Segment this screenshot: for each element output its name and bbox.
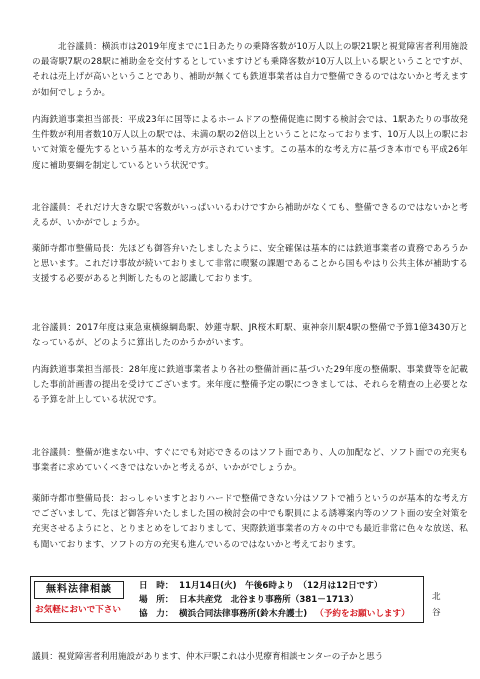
paragraph-3: 北谷議員：それだけ大きな駅で客数がいっぱいいるわけですから補助がなくても、整備できるのではないかと考えるが、いかがでしょうか。: [32, 203, 468, 229]
paragraph-8: 薬師寺都市整備局長：おっしゃいますとおりハードで整備できない分はソフトで補うというのが基本的な考え方でございまして、先ほど御答弁いたしました国の検討会の中でも駅員による誘導案内等のソフト面の安全対策を充実させるようにと、とりまとめをしておりまして、実際鉄道事業者の方々の中でも最近非常に色々な放送、私も聞いております、ソフトの方の充実も進んでいるのではないかと考えております。: [32, 494, 468, 550]
side-char-2: 谷: [432, 608, 441, 618]
paragraph-2: 内海鉄道事業担当部長：平成23年に国等によるホームドアの整備促進に関する検討会では、1駅あたりの事故発生件数が利用者数10万人以上の駅では、未満の駅の2倍以上ということになっております、10万人以上の駅において対策を優先するという基本的な考え方が示されています。この基本的な考え方に基づき本市でも平成26年度に補助要綱を制定しているという状況です。: [32, 115, 468, 171]
notice-coop-row: [139, 607, 410, 621]
paragraph-1: 北谷議員：横浜市は2019年度までに1日あたりの乗降客数が10万人以上の駅21駅と視覚障害者利用施設の最寄駅7駅の28駅に補助金を交付するとしていますけども乗降客数が10万人以上いる駅ということですが、それは売上げが高いということであり、補助が無くても鉄道事業者は自力で整備できるのではないかと考えますが如何でしょうか。: [32, 42, 468, 98]
paragraph-4: 薬師寺都市整備局長：先ほども御答弁いたしましたように、安全確保は基本的には鉄道事業者の責務であろうかと思います。これだけ事故が続いておりまして非常に喫緊の課題であることから国もやはり公共主体が補助する支援する必要があると判断したものと認識しております。: [32, 244, 468, 285]
place-value: 日本共産党 北谷まり事務所（381－1713）: [179, 595, 359, 605]
notice-date-row: [139, 579, 382, 593]
date-label: 日 時：: [139, 581, 174, 591]
place-label: 場 所：: [139, 595, 174, 605]
coop-note: （予約をお願いします）: [315, 609, 410, 619]
legal-consultation-notice: [30, 576, 424, 623]
consultation-badge: 無料法律相談: [34, 581, 124, 599]
coop-label: 協 力：: [139, 609, 174, 619]
continued-paragraph: 議員：視覚障害者利用施設があります、仲木戸駅これは小児療育相談センターの子かと思う: [32, 652, 384, 662]
coop-value: 横浜合同法律事務所(鈴木弁護士): [179, 609, 308, 619]
paragraph-7: 北谷議員：整備が進まない中、すぐにでも対応できるのはソフト面であり、人の加配など、ソフト面での充実も事業者に求めていくべきではないかと考えるが、いかがでしょうか。: [32, 448, 468, 474]
paragraph-6: 内海鉄道事業担当部長：28年度に鉄道事業者より各社の整備計画に基づいた29年度の整備駅、事業費等を記載した事前計画書の提出を受けてございます。来年度に整備予定の駅につきましては、それらを精査の上必要となる予算を計上している状況です。: [32, 365, 468, 406]
consultation-invite: お気軽においで下さい: [35, 605, 121, 615]
date-value: 11月14日(火) 午後6時より （12月は12日です）: [179, 581, 383, 591]
paragraph-5: 北谷議員：2017年度は東急東横線綱島駅、妙蓮寺駅、JR桜木町駅、東神奈川駅4駅の整備で予算1億3430万となっているが、どのように算出したのかうかがいます。: [32, 323, 468, 349]
notice-place-row: [139, 593, 358, 607]
side-char-1: 北: [432, 592, 441, 602]
